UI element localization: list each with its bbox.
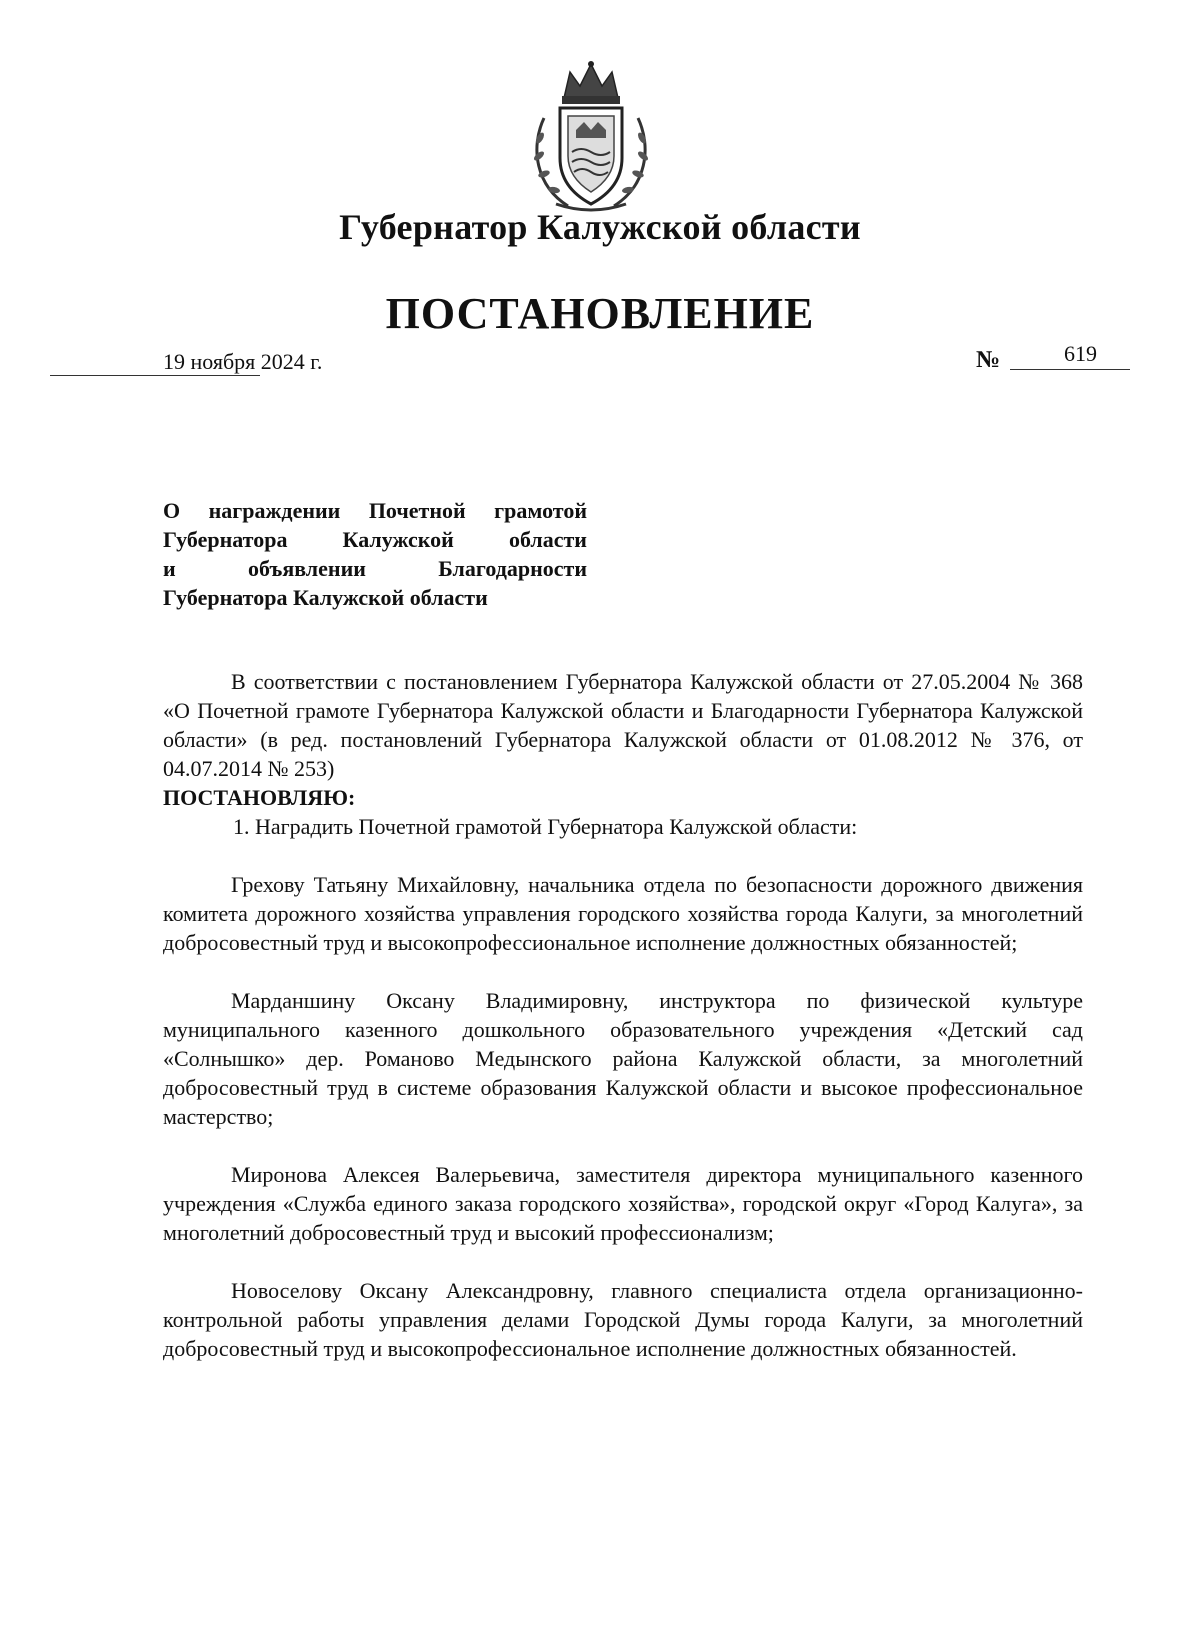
number-sign: №: [976, 347, 1001, 373]
document-number: 619: [1064, 341, 1097, 366]
item-1-heading: 1. Наградить Почетной грамотой Губернатора Калужской области:: [233, 814, 858, 839]
preamble-paragraph: В соответствии с постановлением Губернатора Калужской области от 27.05.2004 № 368 «О Почетной грамоте Губернатора Калужской области и Благодарности Губернатора Калужской области» (в ред. постановлений Губернатора Калужской области от 01.08.2012 № 376, от 04.07.2014 № 253): [163, 669, 1083, 781]
subject-line: Губернатора Калужской области: [163, 585, 488, 610]
subject-line: Губернатора Калужской области: [163, 527, 587, 552]
document-subject: [163, 496, 587, 612]
awardee-paragraph: Миронова Алексея Валерьевича, заместителя директора муниципального казенного учреждения «Служба единого заказа городского хозяйства», городской округ «Город Калуга», за многолетний добросовестный труд и высокий профессионализм;: [163, 1162, 1083, 1245]
subject-line: О награждении Почетной грамотой: [163, 498, 587, 523]
document-type: ПОСТАНОВЛЕНИЕ: [385, 289, 815, 338]
number-underline: [1010, 369, 1130, 370]
kaluga-coat-of-arms-icon: [526, 58, 656, 216]
awardee-paragraph: Новоселову Оксану Александровну, главного специалиста отдела организационно-контрольной работы управления делами Городской Думы города Калуги, за многолетний добросовестный труд и высокопрофессиональное исполнение должностных обязанностей.: [163, 1278, 1083, 1361]
subject-line: и объявлении Благодарности: [163, 556, 587, 581]
awardee-paragraph: Марданшину Оксану Владимировну, инструктора по физической культуре муниципального казенного дошкольного образовательного учреждения «Детский сад «Солнышко» дер. Романово Медынского района Калужской области, за многолетний добросовестный труд в системе образования Калужской области и высокое профессиональное мастерство;: [163, 988, 1083, 1129]
awardee-paragraph: Грехову Татьяну Михайловну, начальника отдела по безопасности дорожного движения комитета дорожного хозяйства управления городского хозяйства города Калуги, за многолетний добросовестный труд и высокопрофессиональное исполнение должностных обязанностей;: [163, 872, 1083, 955]
document-body: [163, 667, 1083, 1363]
date-underline: [50, 375, 260, 376]
resolve-heading: ПОСТАНОВЛЯЮ:: [163, 785, 356, 810]
document-date: 19 ноября 2024 г.: [163, 349, 323, 374]
issuing-authority: Губернатор Калужской области: [339, 207, 861, 247]
